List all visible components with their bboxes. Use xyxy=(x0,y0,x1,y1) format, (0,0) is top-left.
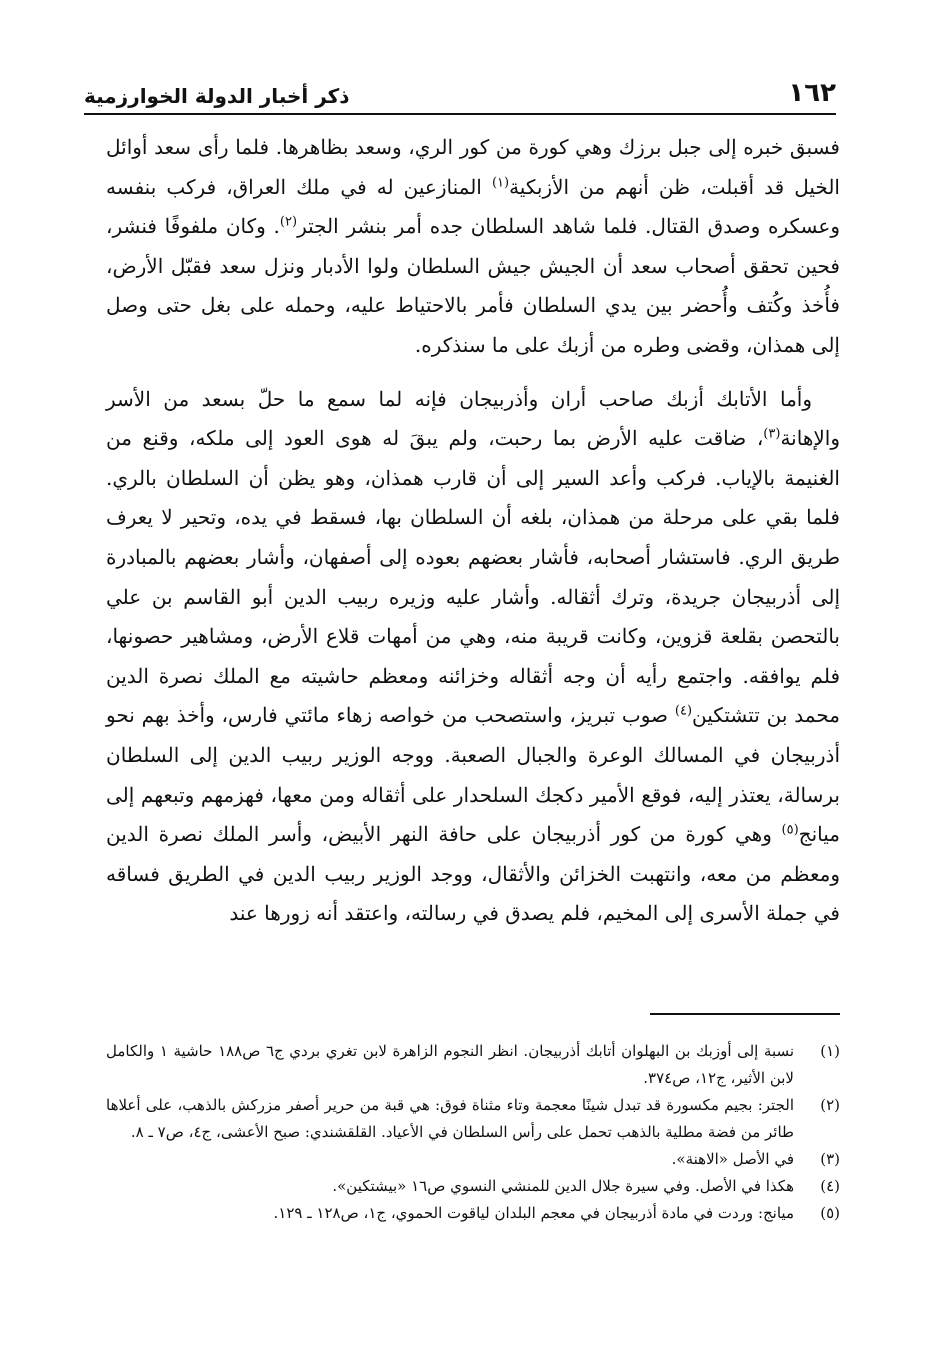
page-number: ١٦٢ xyxy=(788,78,836,108)
footnote-4 xyxy=(106,1173,840,1200)
header-rule xyxy=(84,113,836,115)
footnote-text: في الأصل «الاهنة». xyxy=(671,1150,794,1168)
footnote-ref-5[interactable]: (٥) xyxy=(781,822,799,838)
running-title: ذكر أخبار الدولة الخوارزمية xyxy=(84,84,350,108)
paragraph-1-part-2: المنازعين له في ملك العراق، فركب بنفسه وعسكره وصدق القتال. فلما شاهد السلطان جده أمر بنشر الجتر xyxy=(106,174,840,239)
footnote-text: نسبة إلى أوزبك بن البهلوان أتابك أذربيجان. انظر النجوم الزاهرة لابن تغري بردي ج٦ ص١٨٨ حاشية ١ والكامل لابن الأثير، ج١٢، ص٣٧٤. xyxy=(106,1042,795,1087)
footnote-1 xyxy=(106,1038,840,1092)
main-text xyxy=(106,128,840,934)
footnote-text: هكذا في الأصل. وفي سيرة جلال الدين للمنشي النسوي ص١٦ «بيشتكين». xyxy=(332,1177,794,1195)
footnote-5 xyxy=(106,1200,840,1227)
footnote-ref-1[interactable]: (١) xyxy=(491,174,510,190)
footnote-text: الجتر: بجيم مكسورة قد تبدل شينًا معجمة وتاء مثناة فوق: هي قبة من حرير أصفر مزركش بالذهب، على أعلاها طائر من فضة مطلية بالذهب تحمل على رأس السلطان في الأعياد. القلقشندي: صبح الأعشى، ج٤، ص٧ ـ ٨. xyxy=(106,1096,794,1141)
paragraph-1 xyxy=(106,128,840,366)
page-header xyxy=(84,72,836,108)
paragraph-2 xyxy=(106,380,840,934)
footnote-text: ميانج: وردت في مادة أذربيجان في معجم البلدان لياقوت الحموي، ج١، ص١٢٨ ـ ١٢٩. xyxy=(273,1204,794,1222)
paragraph-2-part-4: وهي كورة من كور أذربيجان على حافة النهر الأبيض، وأسر الملك نصرة الدين ومعظم من معه، وانتهبت الخزائن والأثقال، ووجد الوزير ربيب الدين في الطريق فساقه في جملة الأسرى إلى المخيم، فلم يصدق في رسالته، واعتقد أنه زورها عند xyxy=(106,822,840,926)
footnote-number: (٢) xyxy=(820,1096,840,1114)
footnotes xyxy=(106,1038,840,1227)
footnote-separator xyxy=(650,1013,840,1015)
footnote-2 xyxy=(106,1092,840,1146)
footnote-ref-4[interactable]: (٤) xyxy=(674,703,693,719)
footnote-ref-2[interactable]: (٢) xyxy=(279,214,298,230)
paragraph-2-part-3: صوب تبريز، واستصحب من خواصه زهاء مائتي فارس، وأخذ بهم نحو أذربيجان في المسالك الوعرة والجبال الصعبة. ووجه الوزير ربيب الدين إلى السلطان برسالة، يعتذر إليه، فوقع الأمير دكجك السلحدار على أثقاله ومن معها، فهزمهم وتبعهم إلى ميانج xyxy=(106,703,840,847)
footnote-ref-3[interactable]: (٣) xyxy=(763,426,781,442)
footnote-3 xyxy=(106,1146,840,1173)
paragraph-2-part-1: وأما الأتابك أزبك صاحب أران وأذربيجان فإنه لما سمع ما حلّ بسعد من الأسر والإهانة xyxy=(106,386,840,451)
paragraph-1-part-1: فسبق خبره إلى جبل برزك وهي كورة من كور الري، وسعد بظاهرها. فلما رأى سعد أوائل الخيل قد أقبلت، ظن أنهم من الأزبكية xyxy=(106,135,840,199)
paragraph-2-part-2: ، ضاقت عليه الأرض بما رحبت، ولم يبقَ له هوى العود إلى ملكه، وقنع من الغنيمة بالإياب. فركب وأعد السير إلى أن قارب همذان، وهو يظن أن السلطان بالري. فلما بقي على مرحلة من همذان، بلغه أن السلطان بها، فسقط في يده، وتحير لا يعرف طريق الري. فاستشار أصحابه، فأشار بعضهم بعوده إلى أصفهان، وأشار بعضهم بالمبادرة إلى أذربيجان جريدة، وترك أثقاله. وأشار عليه وزيره ربيب الدين أبو القاسم بن علي بالتحصن بقلعة قزوين، وكانت قريبة منه، وهي من أمهات قلاع الأرض، ومشاهير حصونها، فلم يوافقه. واجتمع رأيه أن وجه أثقاله وخزائنه ومعظم حاشيته مع الملك نصرة الدين محمد بن تتشتكين xyxy=(106,426,840,728)
footnote-number: (٥) xyxy=(820,1204,840,1222)
paragraph-1-part-3: . وكان ملفوفًا فنشر، فحين تحقق أصحاب سعد أن الجيش جيش السلطان ولوا الأدبار ونزل سعد فقبّل الأرض، فأُخذ وكُتف وأُحضر بين يدي السلطان فأمر بالاحتياط عليه، وحمله على بغل حتى وصل إلى همذان، وقضى وطره من أزبك على ما سنذكره. xyxy=(106,214,840,357)
footnote-number: (٤) xyxy=(820,1177,840,1195)
footnote-number: (١) xyxy=(820,1042,840,1060)
footnote-number: (٣) xyxy=(820,1150,840,1168)
